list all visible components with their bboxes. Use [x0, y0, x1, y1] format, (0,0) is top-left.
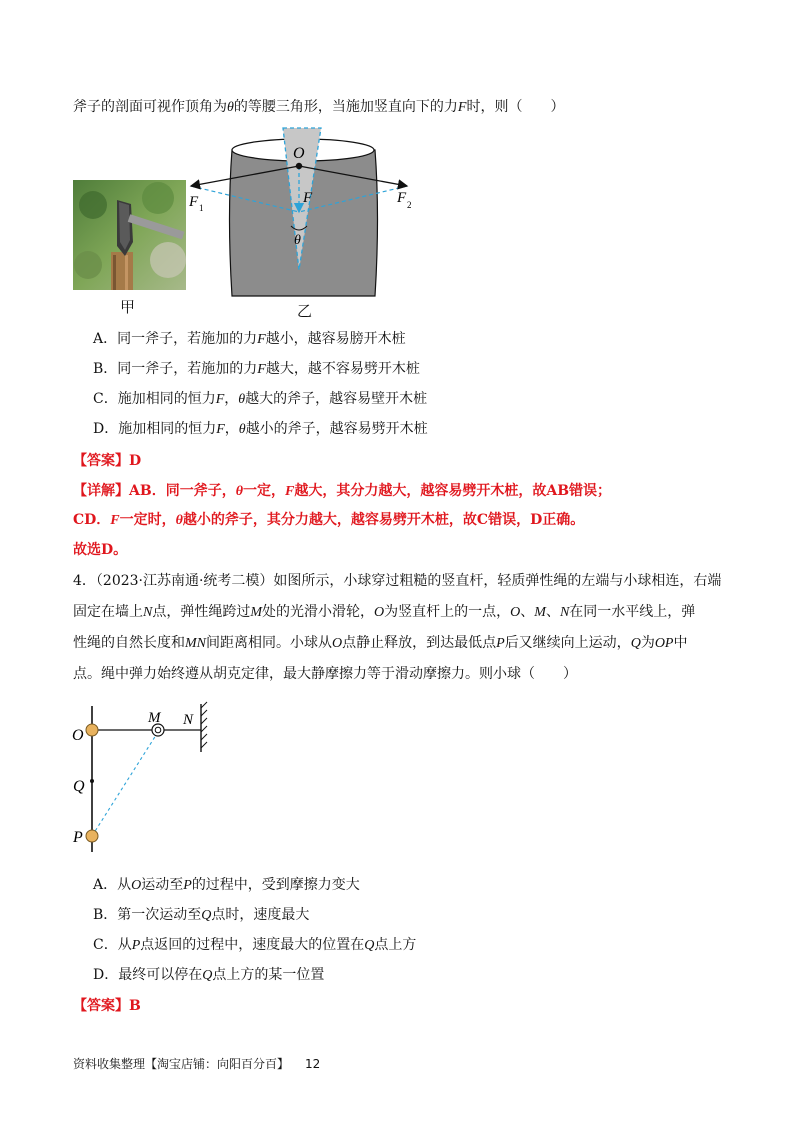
q3-detail-line1: 【详解】AB．同一斧子，θ一定，F越大，其分力越大，越容易劈开木桩，故AB错误； — [73, 483, 612, 499]
q3-detail-line2: CD．F一定时，θ越小的斧子，其分力越大，越容易劈开木桩，故C错误，D正确。 — [73, 512, 585, 528]
q4-option-a: A．从O运动至P的过程中，受到摩擦力变大 — [93, 877, 360, 893]
q4-stem-line1: 4．（2023·江苏南通·统考二模）如图所示，小球穿过粗糙的竖直杆，轻质弹性绳的左端与小球相连，右端 — [73, 573, 722, 589]
rod-pulley-svg — [70, 700, 220, 860]
fig-label-jia: 甲 — [120, 298, 136, 316]
q4-answer: 【答案】B — [73, 998, 141, 1014]
q3-option-a: A．同一斧子，若施加的力F越小，越容易膀开木桩 — [93, 331, 406, 347]
page-footer — [73, 1055, 320, 1072]
page-number: 12 — [305, 1057, 321, 1071]
label-f2: F — [397, 190, 407, 206]
q3-detail-line3: 故选D。 — [73, 542, 128, 558]
label-o: O — [72, 727, 84, 744]
rod-pulley-diagram — [70, 700, 220, 860]
axe-photo-image — [73, 180, 186, 290]
q4-stem-line2: 固定在墙上N点，弹性绳跨过M处的光滑小滑轮，O为竖直杆上的一点，O、M、N在同一水平线上，弹 — [73, 604, 696, 620]
label-theta: θ — [294, 233, 301, 248]
label-f1: F — [189, 194, 199, 210]
q3-option-b: B．同一斧子，若施加的力F越大，越不容易劈开木桩 — [93, 361, 420, 377]
q3-stem: 斧子的剖面可视作顶角为θ的等腰三角形，当施加竖直向下的力F时，则（ ） — [73, 99, 565, 115]
q4-option-c: C．从P点返回的过程中，速度最大的位置在Q点上方 — [93, 937, 417, 953]
label-f1-sub: 1 — [199, 203, 204, 213]
ball-at-o — [86, 724, 98, 736]
q3-answer: 【答案】D — [73, 453, 142, 469]
ball-at-p — [86, 830, 98, 842]
point-q-dot — [90, 779, 94, 783]
label-o: O — [293, 145, 305, 162]
wedge-diagram-svg — [185, 126, 425, 326]
label-q: Q — [73, 778, 85, 795]
q4-option-b: B．第一次运动至Q点时，速度最大 — [93, 907, 310, 923]
elastic-rope-dashed — [92, 732, 158, 836]
label-p: P — [73, 829, 83, 846]
q3-option-c: C．施加相同的恒力F，θ越大的斧子，越容易壁开木桩 — [93, 391, 428, 407]
label-m: M — [148, 710, 161, 726]
footer-source-text: 资料收集整理【淘宝店铺：向阳百分百】 — [73, 1057, 290, 1071]
axe-photo — [73, 180, 186, 290]
label-f: F — [303, 190, 313, 206]
pulley-inner — [155, 727, 161, 733]
wall-hatch — [201, 702, 207, 748]
q4-stem-line3: 性绳的自然长度和MN间距离相同。小球从O点静止释放，到达最低点P后又继续向上运动，Q为OP中 — [73, 635, 688, 651]
label-n: N — [183, 712, 194, 728]
point-o-dot — [296, 163, 302, 169]
wedge-diagram — [185, 126, 425, 326]
label-f2-sub: 2 — [407, 200, 412, 210]
fig-label-yi: 乙 — [297, 302, 313, 320]
q4-stem-line4: 点。绳中弹力始终遵从胡克定律，最大静摩擦力等于滑动摩擦力。则小球（ ） — [73, 666, 577, 682]
q4-option-d: D．最终可以停在Q点上方的某一位置 — [93, 967, 325, 983]
q3-option-d: D．施加相同的恒力F，θ越小的斧子，越容易劈开木桩 — [93, 421, 428, 437]
